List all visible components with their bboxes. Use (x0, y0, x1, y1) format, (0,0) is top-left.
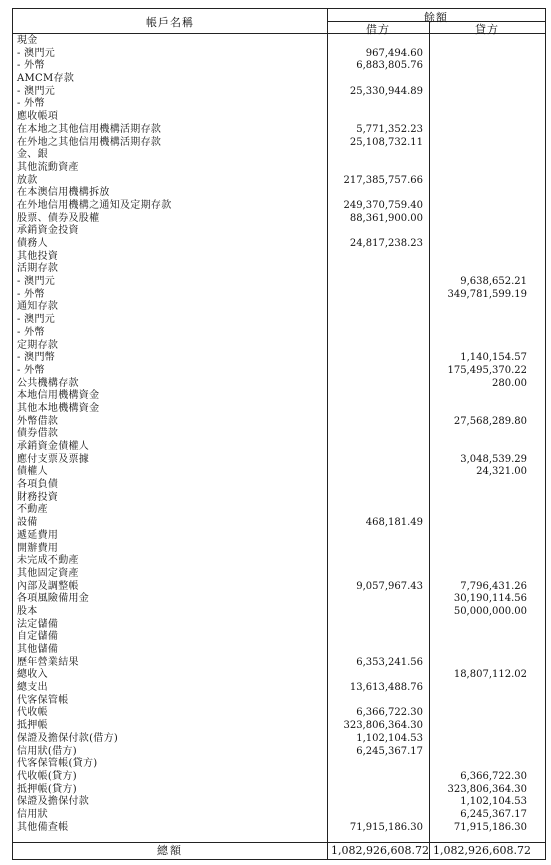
debit-value: 9,057,967.43 (356, 580, 423, 592)
account-label: 其他本地機構資金 (17, 402, 100, 414)
account-label: 設備 (17, 517, 38, 529)
credit-value: 3,048,539.29 (460, 453, 527, 465)
account-label: 定期存款 (17, 339, 59, 351)
account-label: 抵押帳(貸方) (17, 783, 77, 795)
table-row (13, 111, 545, 124)
debit-value: 6,366,722.30 (356, 707, 423, 719)
account-label: 內部及調整帳 (17, 580, 79, 592)
debit-value: 71,915,186.30 (349, 821, 423, 833)
account-rows (13, 35, 545, 834)
table-row (13, 543, 545, 556)
debit-value: 24,817,238.23 (349, 238, 423, 249)
table-row (13, 822, 545, 835)
table-row (13, 124, 545, 137)
table-row (13, 162, 545, 175)
account-label: 放款 (17, 174, 38, 186)
table-row (13, 657, 545, 670)
table-row (13, 530, 545, 543)
table-row (13, 771, 545, 784)
account-label: 在外地之其他信用機構活期存款 (17, 136, 162, 148)
table-row (13, 809, 545, 822)
table-row (13, 644, 545, 657)
debit-value: 13,613,488.76 (349, 682, 423, 694)
header-account-name: 帳戶名稱 (146, 16, 194, 29)
debit-value: 88,361,900.00 (349, 212, 423, 224)
account-label: 其他備查帳 (17, 821, 69, 833)
table-row (13, 390, 545, 403)
account-label: 其他投資 (17, 250, 59, 262)
credit-value: 7,796,431.26 (460, 580, 527, 592)
account-label: 代收帳 (17, 707, 48, 719)
credit-value: 24,321.00 (476, 466, 527, 478)
account-label: 法定儲備 (17, 618, 59, 630)
table-row (13, 504, 545, 517)
table-row (13, 378, 545, 391)
account-label: 信用狀 (17, 808, 48, 820)
debit-value: 6,353,241.56 (356, 656, 423, 668)
table-row (13, 175, 545, 188)
account-label: 在本澳信用機構拆放 (17, 187, 110, 199)
total-credit: 1,082,926,608.72 (433, 844, 531, 857)
credit-value: 1,140,154.57 (460, 352, 527, 364)
account-label: 保證及擔保付款 (17, 796, 90, 808)
table-row (13, 301, 545, 314)
debit-value: 468,181.49 (365, 517, 423, 529)
debit-value: 323,806,364.30 (343, 720, 423, 732)
table-row (13, 251, 545, 264)
table-row (13, 746, 545, 759)
credit-value: 50,000,000.00 (453, 605, 527, 617)
account-label: - 外幣 (17, 364, 45, 376)
account-label: 自定儲備 (17, 631, 59, 643)
credit-value: 1,102,104.53 (460, 796, 527, 808)
account-label: - 外幣 (17, 326, 45, 338)
table-row (13, 517, 545, 530)
table-row (13, 48, 545, 61)
debit-value: 1,102,104.53 (356, 732, 423, 744)
table-row (13, 314, 545, 327)
total-row (13, 843, 545, 859)
table-row (13, 441, 545, 454)
credit-value: 349,781,599.19 (447, 288, 527, 300)
debit-value: 967,494.60 (365, 47, 423, 59)
account-label: - 澳門元 (17, 85, 56, 97)
account-label: 各項負債 (17, 479, 59, 491)
account-label: - 澳門元 (17, 276, 56, 288)
account-label: - 外幣 (17, 98, 45, 110)
account-label: AMCM存款 (17, 73, 75, 85)
debit-value: 6,245,367.17 (356, 745, 423, 757)
account-label: 承銷資金投資 (17, 225, 79, 237)
total-label: 總額 (157, 844, 183, 857)
table-row (13, 403, 545, 416)
table-row (13, 631, 545, 644)
account-label: 承銷資金債權人 (17, 441, 90, 452)
debit-value: 25,330,944.89 (349, 85, 423, 97)
account-label: 本地信用機構資金 (17, 390, 100, 402)
table-row (13, 225, 545, 238)
table-row (13, 327, 545, 340)
table-row (13, 707, 545, 720)
table-row (13, 416, 545, 429)
account-label: 股票、債券及股權 (17, 212, 100, 224)
table-row (13, 86, 545, 99)
debit-value: 25,108,732.11 (349, 136, 423, 148)
credit-value: 18,807,112.02 (453, 669, 527, 681)
table-row (13, 555, 545, 568)
credit-value: 6,245,367.17 (460, 808, 527, 820)
table-row (13, 682, 545, 695)
account-label: 未完成不動產 (17, 555, 79, 567)
account-label: 開辦費用 (17, 542, 59, 554)
credit-value: 9,638,652.21 (460, 276, 527, 288)
credit-value: 6,366,722.30 (460, 770, 527, 782)
account-label: 應付支票及票據 (17, 453, 90, 465)
debit-value: 5,771,352.23 (356, 123, 423, 135)
table-row (13, 365, 545, 378)
table-row (13, 733, 545, 746)
table-row (13, 428, 545, 441)
account-label: 其他儲備 (17, 644, 59, 655)
table-row (13, 466, 545, 479)
account-label: 保證及擔保付款(借方) (17, 732, 119, 744)
table-row (13, 606, 545, 619)
debit-value: 6,883,805.76 (356, 60, 423, 72)
account-label: 現金 (17, 35, 38, 46)
account-label: 其他流動資產 (17, 161, 79, 173)
account-label: 債券借款 (17, 428, 59, 440)
table-row (13, 200, 545, 213)
table-row (13, 619, 545, 632)
account-label: 財務投資 (17, 491, 59, 503)
account-label: 歷年營業結果 (17, 656, 79, 668)
account-label: 債權人 (17, 466, 48, 478)
account-label: 總收入 (17, 669, 48, 681)
account-label: 外幣借款 (17, 415, 59, 427)
table-row (13, 149, 545, 162)
account-label: 在外地信用機構之通知及定期存款 (17, 199, 172, 211)
account-label: 通知存款 (17, 301, 59, 313)
account-label: 金、銀 (17, 149, 48, 161)
account-label: 公共機構存款 (17, 377, 79, 389)
table-row (13, 568, 545, 581)
table-row (13, 213, 545, 226)
account-label: - 澳門元 (17, 314, 56, 326)
account-label: 應收帳項 (17, 111, 59, 123)
debit-value: 249,370,759.40 (343, 199, 423, 211)
account-label: 信用狀(借方) (17, 745, 77, 757)
credit-value: 30,190,114.56 (453, 593, 527, 605)
table-row (13, 98, 545, 111)
account-label: 代收帳(貸方) (17, 770, 77, 782)
table-row (13, 669, 545, 682)
account-label: 活期存款 (17, 263, 59, 275)
table-row (13, 35, 545, 48)
table-row (13, 73, 545, 86)
account-label: 債務人 (17, 238, 48, 249)
table-row (13, 784, 545, 797)
table-row (13, 593, 545, 606)
account-label: - 澳門幣 (17, 352, 56, 364)
debit-value: 217,385,757.66 (343, 174, 423, 186)
account-label: 代客保管帳(貸方) (17, 758, 98, 770)
credit-value: 323,806,364.30 (447, 783, 527, 795)
table-row (13, 758, 545, 771)
table-row (13, 796, 545, 809)
table-row (13, 137, 545, 150)
credit-value: 280.00 (492, 377, 527, 389)
table-row (13, 187, 545, 200)
table-row (13, 581, 545, 594)
header-balance: 餘額 (424, 11, 448, 24)
table-row (13, 340, 545, 353)
credit-value: 175,495,370.22 (447, 364, 527, 376)
total-debit: 1,082,926,608.72 (331, 844, 429, 857)
table-row (13, 454, 545, 467)
table-row (13, 352, 545, 365)
table-row (13, 238, 545, 251)
account-label: - 外幣 (17, 288, 45, 300)
account-label: - 澳門元 (17, 47, 56, 59)
account-label: 總支出 (17, 682, 48, 694)
table-row (13, 60, 545, 73)
account-label: 遞延費用 (17, 529, 59, 541)
balance-sheet-table (12, 8, 546, 860)
table-row (13, 479, 545, 492)
account-label: 不動產 (17, 504, 48, 516)
table-row (13, 720, 545, 733)
table-row (13, 289, 545, 302)
credit-value: 71,915,186.30 (453, 821, 527, 833)
table-row (13, 695, 545, 708)
account-label: 其他固定資產 (17, 567, 79, 579)
table-row (13, 263, 545, 276)
account-label: 抵押帳 (17, 720, 48, 732)
header-credit: 貸方 (475, 23, 499, 36)
account-label: - 外幣 (17, 60, 45, 72)
credit-value: 27,568,289.80 (453, 415, 527, 427)
table-row (13, 492, 545, 505)
account-label: 在本地之其他信用機構活期存款 (17, 123, 162, 135)
account-label: 股本 (17, 605, 38, 617)
header-debit: 借方 (366, 23, 390, 36)
account-label: 各項風險備用金 (17, 593, 90, 605)
account-label: 代客保管帳 (17, 694, 69, 706)
table-row (13, 276, 545, 289)
